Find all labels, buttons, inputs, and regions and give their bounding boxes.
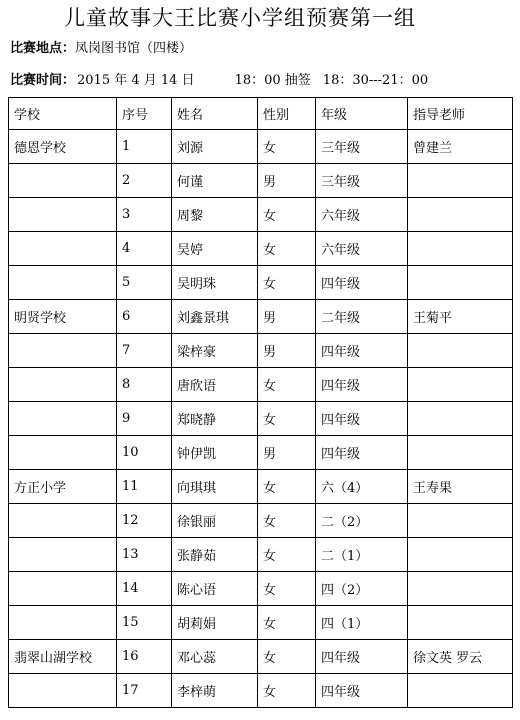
- cell-grade: 四年级: [316, 402, 408, 436]
- cell-number: 2: [117, 164, 172, 198]
- cell-grade: 四年级: [316, 674, 408, 708]
- cell-teacher: [408, 606, 513, 640]
- cell-school: [9, 266, 117, 300]
- draw-time: 18：00 抽签: [234, 73, 311, 88]
- cell-school: [9, 674, 117, 708]
- header-number: 序号: [117, 98, 172, 130]
- header-grade: 年级: [316, 98, 408, 130]
- header-school: 学校: [9, 98, 117, 130]
- cell-name: 陈心语: [172, 572, 258, 606]
- cell-school: [9, 538, 117, 572]
- cell-school: [9, 164, 117, 198]
- cell-school: [9, 606, 117, 640]
- table-row: [9, 164, 513, 198]
- cell-gender: 女: [258, 130, 316, 164]
- cell-name: 胡莉娟: [172, 606, 258, 640]
- cell-gender: 男: [258, 300, 316, 334]
- cell-number: 15: [117, 606, 172, 640]
- cell-number: 9: [117, 402, 172, 436]
- cell-grade: 四年级: [316, 640, 408, 674]
- cell-teacher: 徐文英 罗云: [408, 640, 513, 674]
- cell-grade: 六年级: [316, 198, 408, 232]
- cell-number: 13: [117, 538, 172, 572]
- cell-grade: 二年级: [316, 300, 408, 334]
- cell-gender: 男: [258, 164, 316, 198]
- cell-name: 吴婷: [172, 232, 258, 266]
- cell-teacher: 王菊平: [408, 300, 513, 334]
- cell-gender: 女: [258, 470, 316, 504]
- cell-teacher: 王寿果: [408, 470, 513, 504]
- cell-name: 徐银丽: [172, 504, 258, 538]
- cell-name: 钟伊凯: [172, 436, 258, 470]
- cell-grade: 四年级: [316, 368, 408, 402]
- time-line: [10, 72, 428, 90]
- page-title: 儿童故事大王比赛小学组预赛第一组: [64, 6, 416, 30]
- cell-school: [9, 436, 117, 470]
- cell-teacher: [408, 368, 513, 402]
- time-label: 比赛时间：: [10, 73, 76, 88]
- cell-grade: 六年级: [316, 232, 408, 266]
- cell-teacher: [408, 572, 513, 606]
- cell-number: 4: [117, 232, 172, 266]
- venue-label: 比赛地点：: [10, 41, 76, 56]
- venue-value: 凤岗图书馆（四楼）: [75, 41, 193, 56]
- cell-school: 明贤学校: [9, 300, 117, 334]
- cell-teacher: 曾建兰: [408, 130, 513, 164]
- cell-school: 方正小学: [9, 470, 117, 504]
- cell-grade: 四（2）: [316, 572, 408, 606]
- table-row: [9, 470, 513, 504]
- cell-name: 唐欣语: [172, 368, 258, 402]
- cell-grade: 三年级: [316, 130, 408, 164]
- cell-number: 12: [117, 504, 172, 538]
- table-row: [9, 130, 513, 164]
- cell-gender: 女: [258, 198, 316, 232]
- cell-name: 张静茹: [172, 538, 258, 572]
- header-teacher: 指导老师: [408, 98, 513, 130]
- table-row: [9, 674, 513, 708]
- cell-teacher: [408, 436, 513, 470]
- cell-teacher: [408, 334, 513, 368]
- cell-name: 周黎: [172, 198, 258, 232]
- cell-number: 8: [117, 368, 172, 402]
- cell-school: 德恩学校: [9, 130, 117, 164]
- cell-name: 何谨: [172, 164, 258, 198]
- cell-gender: 女: [258, 572, 316, 606]
- table-row: [9, 266, 513, 300]
- cell-name: 郑晓静: [172, 402, 258, 436]
- cell-gender: 女: [258, 606, 316, 640]
- cell-school: [9, 232, 117, 266]
- cell-name: 邓心蕊: [172, 640, 258, 674]
- table-row: [9, 436, 513, 470]
- cell-name: 吴明珠: [172, 266, 258, 300]
- table-row: [9, 232, 513, 266]
- cell-name: 李梓萌: [172, 674, 258, 708]
- cell-gender: 女: [258, 640, 316, 674]
- cell-teacher: [408, 164, 513, 198]
- cell-school: 翡翠山湖学校: [9, 640, 117, 674]
- table-row: [9, 640, 513, 674]
- cell-number: 1: [117, 130, 172, 164]
- cell-number: 10: [117, 436, 172, 470]
- cell-school: [9, 504, 117, 538]
- table-row: [9, 334, 513, 368]
- cell-grade: 六（4）: [316, 470, 408, 504]
- cell-teacher: [408, 198, 513, 232]
- cell-teacher: [408, 266, 513, 300]
- cell-grade: 四年级: [316, 436, 408, 470]
- cell-gender: 女: [258, 232, 316, 266]
- cell-gender: 女: [258, 538, 316, 572]
- cell-teacher: [408, 674, 513, 708]
- cell-number: 3: [117, 198, 172, 232]
- cell-school: [9, 334, 117, 368]
- table-row: [9, 368, 513, 402]
- contest-time-range: 18：30---21：00: [322, 73, 429, 88]
- cell-name: 刘源: [172, 130, 258, 164]
- table-row: [9, 402, 513, 436]
- cell-gender: 女: [258, 368, 316, 402]
- cell-gender: 男: [258, 436, 316, 470]
- cell-number: 11: [117, 470, 172, 504]
- header-name: 姓名: [172, 98, 258, 130]
- venue-line: [10, 40, 192, 58]
- cell-teacher: [408, 538, 513, 572]
- table-row: [9, 538, 513, 572]
- cell-number: 6: [117, 300, 172, 334]
- cell-school: [9, 368, 117, 402]
- contestant-table: [8, 97, 513, 708]
- cell-number: 7: [117, 334, 172, 368]
- cell-number: 17: [117, 674, 172, 708]
- cell-gender: 男: [258, 334, 316, 368]
- cell-grade: 二（2）: [316, 504, 408, 538]
- cell-grade: 四（1）: [316, 606, 408, 640]
- cell-number: 16: [117, 640, 172, 674]
- cell-teacher: [408, 504, 513, 538]
- cell-teacher: [408, 232, 513, 266]
- cell-teacher: [408, 402, 513, 436]
- date-value: 2015 年 4 月 14 日: [77, 73, 195, 88]
- table-row: [9, 300, 513, 334]
- header-gender: 性别: [258, 98, 316, 130]
- cell-gender: 女: [258, 402, 316, 436]
- cell-name: 向琪琪: [172, 470, 258, 504]
- table-row: [9, 606, 513, 640]
- cell-name: 刘鑫景琪: [172, 300, 258, 334]
- cell-number: 5: [117, 266, 172, 300]
- cell-gender: 女: [258, 266, 316, 300]
- cell-grade: 四年级: [316, 266, 408, 300]
- cell-gender: 女: [258, 504, 316, 538]
- cell-gender: 女: [258, 674, 316, 708]
- table-header-row: [9, 98, 513, 130]
- table-row: [9, 572, 513, 606]
- cell-name: 梁梓豪: [172, 334, 258, 368]
- cell-grade: 四年级: [316, 334, 408, 368]
- table-row: [9, 198, 513, 232]
- cell-school: [9, 572, 117, 606]
- cell-number: 14: [117, 572, 172, 606]
- cell-school: [9, 198, 117, 232]
- cell-grade: 二（1）: [316, 538, 408, 572]
- cell-school: [9, 402, 117, 436]
- cell-grade: 三年级: [316, 164, 408, 198]
- table-row: [9, 504, 513, 538]
